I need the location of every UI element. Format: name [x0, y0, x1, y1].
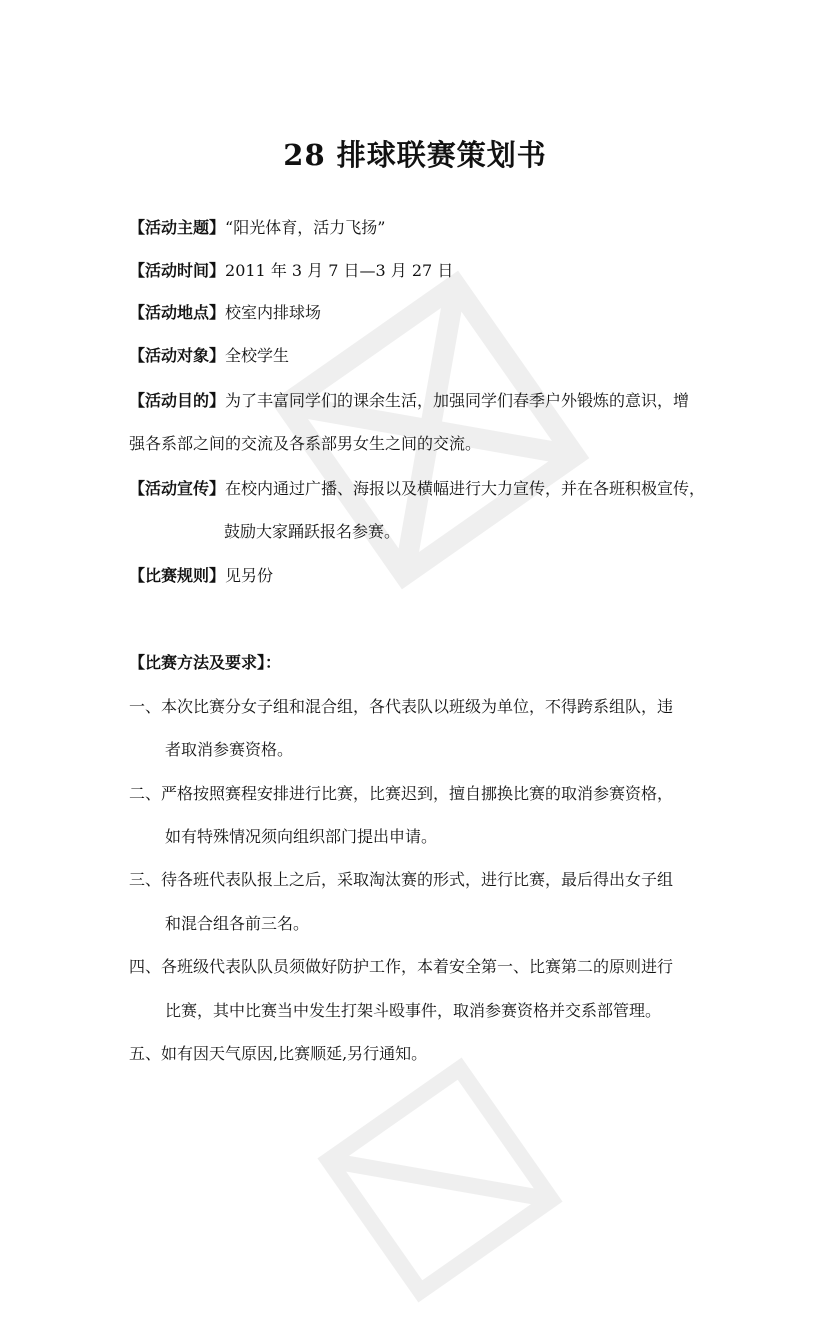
method-item-2: 二、严格按照赛程安排进行比赛，比赛迟到，擅自挪换比赛的取消参赛资格，	[129, 784, 674, 803]
target-value: 全校学生	[225, 346, 290, 365]
methods-heading: 【比赛方法及要求】：	[129, 653, 282, 672]
rules-label: 【比赛规则】	[129, 566, 226, 585]
promo-label: 【活动宣传】	[129, 479, 226, 498]
purpose-line	[129, 391, 689, 411]
promo-value: 在校内通过广播、海报以及横幅进行大力宣传，并在各班积极宣传，	[225, 479, 706, 498]
method-item-4-cont: 比赛，其中比赛当中发生打架斗殴事件，取消参赛资格并交系部管理。	[165, 1001, 662, 1020]
time-label: 【活动时间】	[129, 261, 226, 280]
method-item-1: 一、本次比赛分女子组和混合组，各代表队以班级为单位，不得跨系组队，违	[129, 697, 674, 716]
theme-line	[129, 218, 385, 238]
place-value: 校室内排球场	[225, 303, 322, 322]
time-value: 2011 年 3 月 7 日—3 月 27 日	[225, 261, 454, 280]
page-title: 28 排球联赛策划书	[283, 138, 547, 172]
method-item-3: 三、待各班代表队报上之后，采取淘汰赛的形式，进行比赛，最后得出女子组	[129, 870, 674, 889]
purpose-value: 为了丰富同学们的课余生活，加强同学们春季户外锻炼的意识，增	[225, 391, 690, 410]
purpose-label: 【活动目的】	[129, 391, 226, 410]
rules-value: 见另份	[225, 566, 274, 585]
method-item-2-cont: 如有特殊情况须向组织部门提出申请。	[165, 827, 438, 846]
theme-label: 【活动主题】	[129, 218, 226, 237]
time-line	[129, 261, 453, 281]
method-item-4: 四、各班级代表队队员须做好防护工作，本着安全第一、比赛第二的原则进行	[129, 957, 674, 976]
place-label: 【活动地点】	[129, 303, 226, 322]
target-line	[129, 346, 289, 366]
rules-line	[129, 566, 273, 586]
promo-line	[129, 479, 705, 499]
watermark-icon	[301, 1041, 580, 1319]
target-label: 【活动对象】	[129, 346, 226, 365]
method-item-1-cont: 者取消参赛资格。	[165, 740, 294, 759]
place-line	[129, 303, 321, 323]
theme-value: “阳光体育，活力飞扬”	[225, 218, 386, 237]
promo-line-2: 鼓励大家踊跃报名参赛。	[224, 522, 401, 541]
method-item-5: 五、如有因天气原因,比赛顺延,另行通知。	[129, 1044, 428, 1063]
purpose-line-2: 强各系部之间的交流及各系部男女生之间的交流。	[129, 434, 482, 453]
method-item-3-cont: 和混合组各前三名。	[165, 914, 310, 933]
